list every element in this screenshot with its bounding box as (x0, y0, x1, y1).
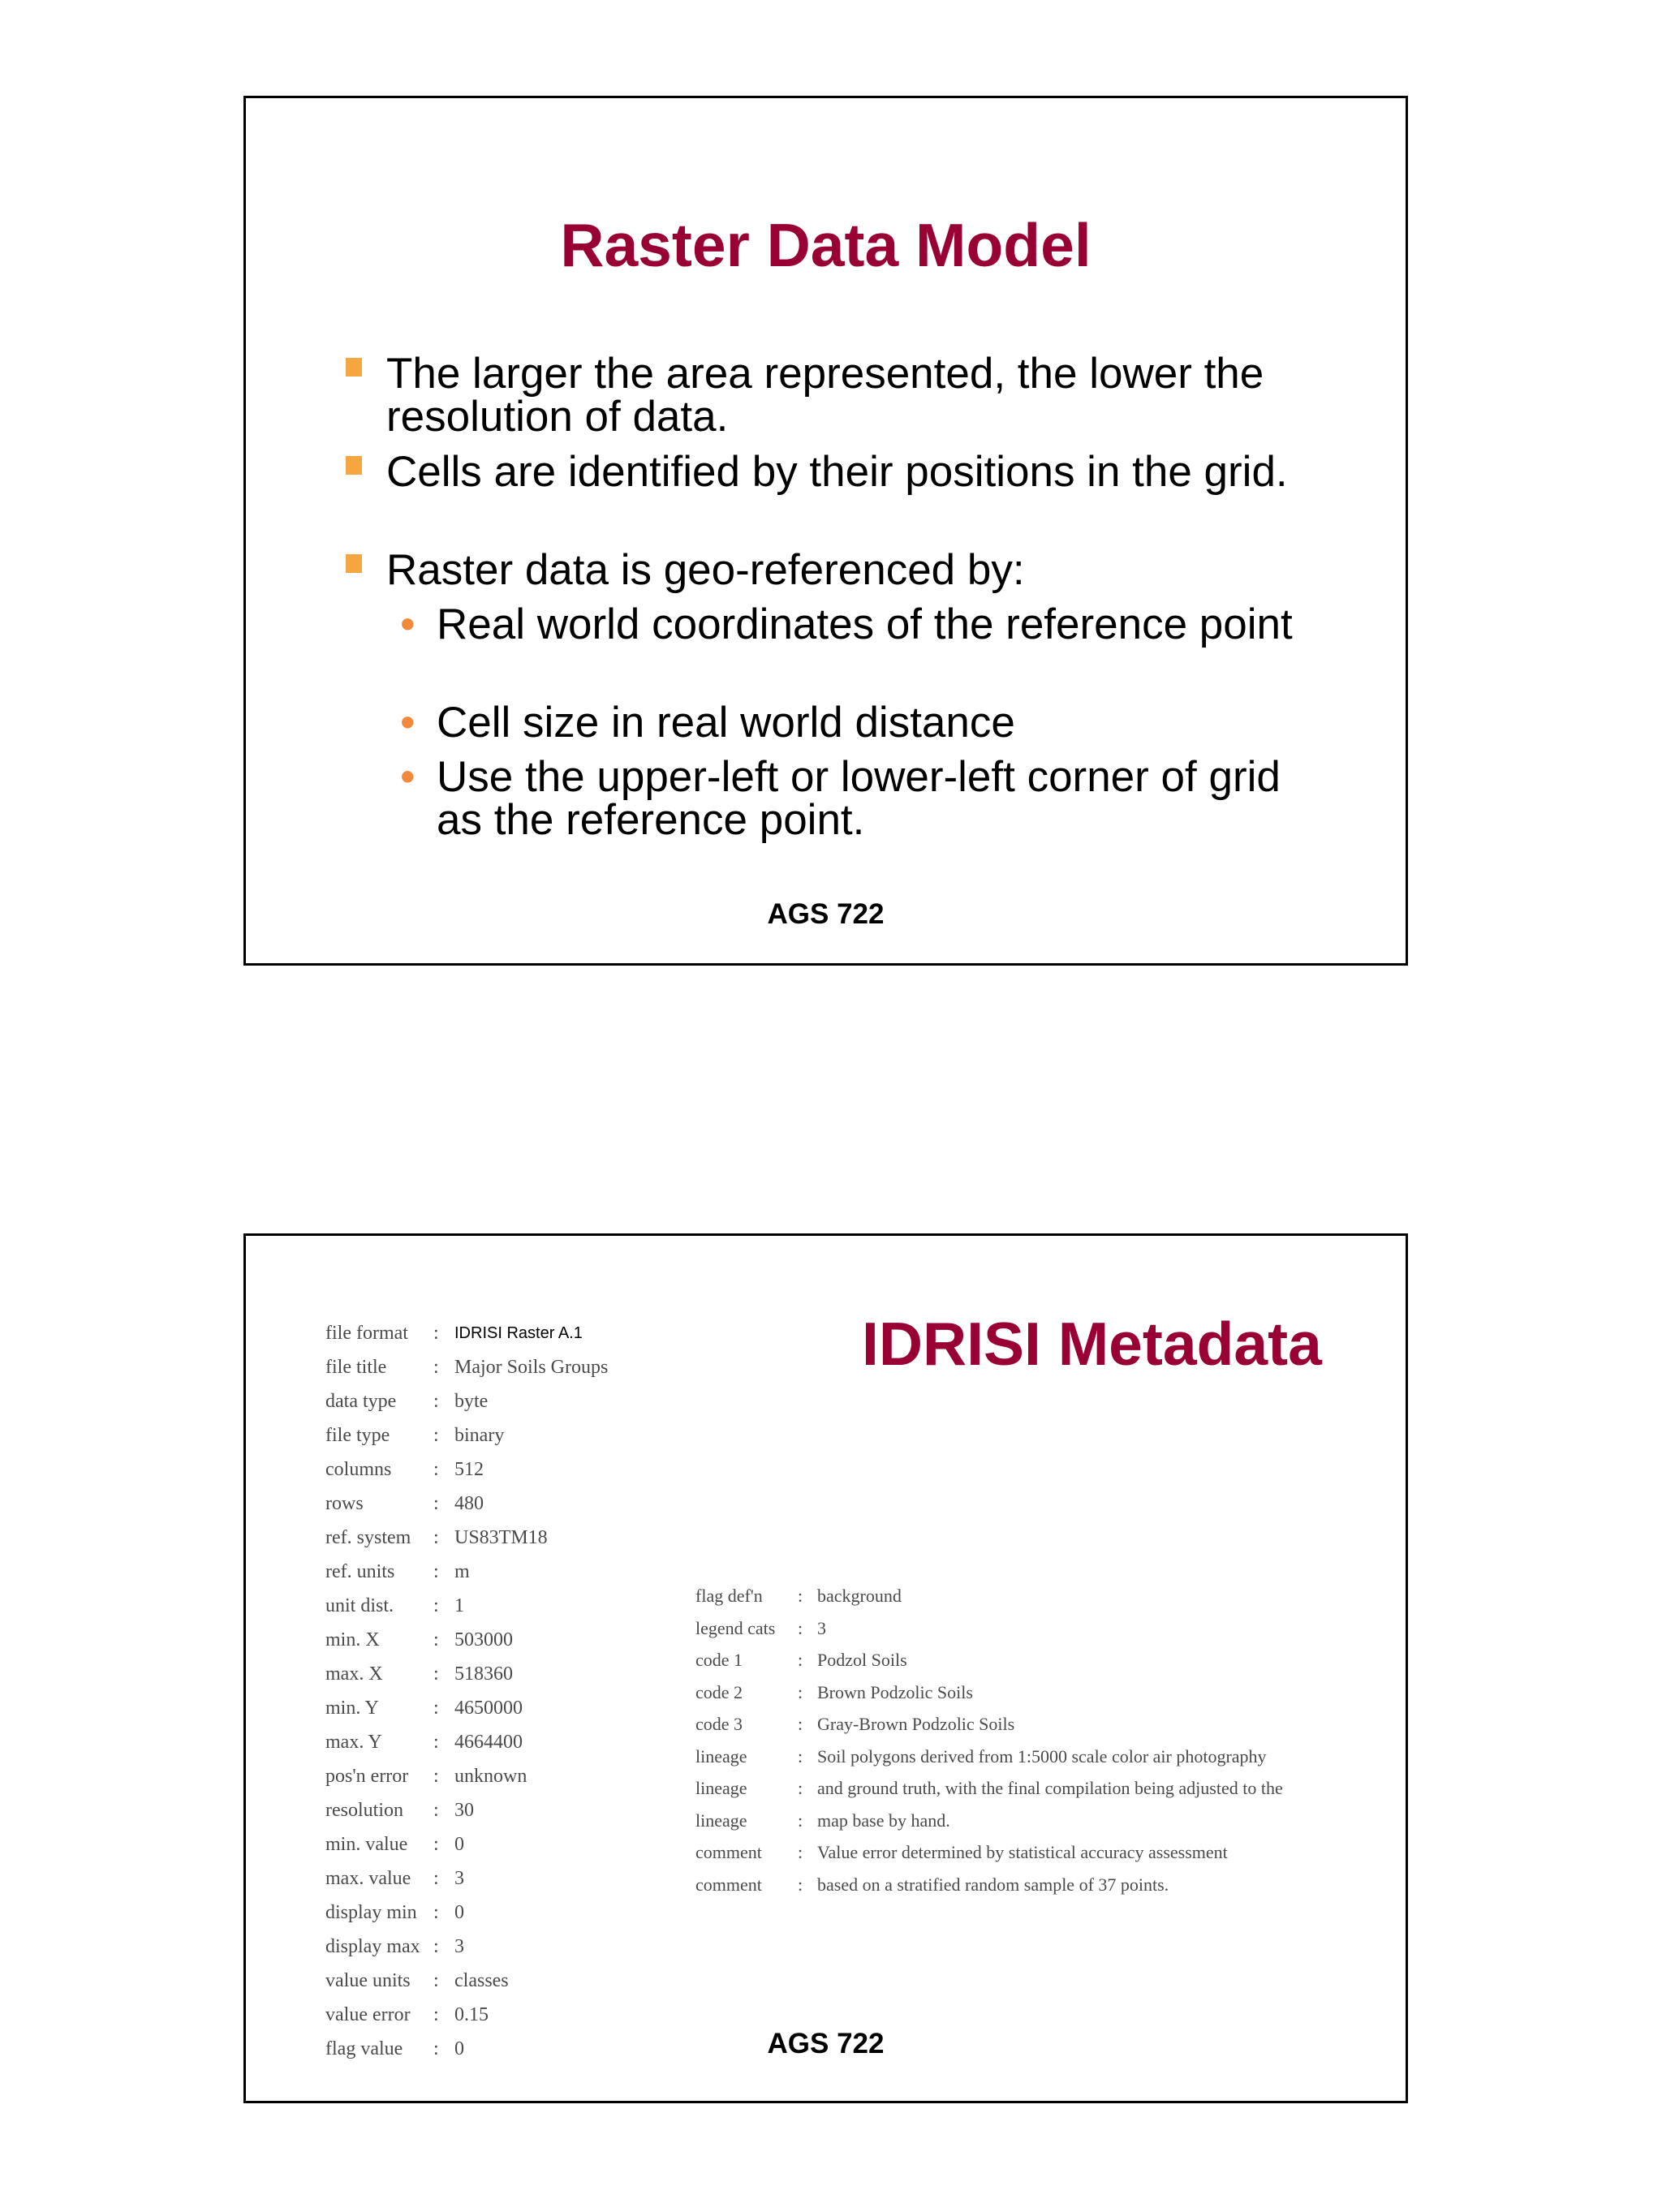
metadata-separator: : (798, 1745, 803, 1767)
slide-title: IDRISI Metadata (862, 1310, 1322, 1378)
metadata-key: ref. units (325, 1561, 395, 1582)
metadata-table-left (325, 1321, 650, 2076)
bullet-item (386, 448, 1311, 496)
metadata-value: Value error determined by statistical accuracy assessment (817, 1842, 1228, 1862)
metadata-value: and ground truth, with the final compilation being adjusted to the (817, 1778, 1283, 1798)
square-bullet-icon (346, 456, 362, 475)
metadata-key: lineage (695, 1810, 747, 1831)
bullet-text: Real world coordinates of the reference point (437, 600, 1293, 648)
metadata-key: data type (325, 1391, 397, 1412)
metadata-separator: : (433, 1425, 439, 1446)
metadata-value: Gray-Brown Podzolic Soils (817, 1714, 1015, 1734)
metadata-separator: : (433, 2004, 439, 2025)
metadata-value: Podzol Soils (817, 1650, 907, 1670)
metadata-key: code 2 (695, 1681, 743, 1702)
metadata-value: 30 (454, 1800, 474, 1821)
metadata-key: pos'n error (325, 1766, 409, 1787)
metadata-key: min. value (325, 1834, 408, 1855)
metadata-separator: : (433, 1868, 439, 1889)
sub-bullet-item (400, 600, 1313, 648)
metadata-key: value units (325, 1970, 411, 1991)
metadata-key: max. value (325, 1868, 411, 1889)
slide-footer: AGS 722 (767, 898, 885, 930)
metadata-key: comment (695, 1874, 762, 1895)
metadata-value: Major Soils Groups (454, 1357, 609, 1378)
bullet-text: Use the upper-left or lower-left corner of grid as the reference point. (437, 753, 1281, 844)
slide-raster-data-model (243, 96, 1408, 966)
metadata-table-right (695, 1585, 1393, 1909)
metadata-value: classes (454, 1970, 509, 1991)
metadata-separator: : (433, 1323, 439, 1344)
dot-bullet-icon: • (400, 699, 416, 747)
metadata-value: based on a stratified random sample of 37 points. (817, 1874, 1169, 1895)
square-bullet-icon (346, 358, 362, 377)
slide-title: Raster Data Model (560, 211, 1091, 279)
metadata-key: display min (325, 1902, 417, 1923)
metadata-key: lineage (695, 1745, 747, 1767)
metadata-separator: : (433, 1902, 439, 1923)
metadata-value: unknown (454, 1766, 527, 1787)
metadata-separator: : (433, 1391, 439, 1412)
metadata-value: m (454, 1561, 470, 1582)
metadata-key: comment (695, 1842, 762, 1862)
bullet-text: Cell size in real world distance (437, 699, 1015, 747)
dot-bullet-icon: • (400, 600, 416, 648)
metadata-key: min. Y (325, 1698, 379, 1719)
metadata-separator: : (433, 1732, 439, 1753)
metadata-separator: : (433, 1493, 439, 1514)
metadata-key: lineage (695, 1778, 747, 1798)
metadata-value: Brown Podzolic Soils (817, 1681, 973, 1702)
metadata-value: map base by hand. (817, 1810, 950, 1831)
metadata-key: ref. system (325, 1527, 411, 1548)
metadata-separator: : (433, 1561, 439, 1582)
bullet-list (246, 98, 1406, 963)
metadata-value: 518360 (454, 1663, 513, 1685)
metadata-separator: : (798, 1714, 803, 1734)
metadata-value: 0 (454, 1902, 464, 1923)
bullet-text: Raster data is geo-referenced by: (386, 546, 1025, 594)
metadata-key: value error (325, 2004, 411, 2025)
metadata-value: 480 (454, 1493, 484, 1514)
metadata-separator: : (433, 1527, 439, 1548)
metadata-value: IDRISI Raster A.1 (454, 1324, 583, 1342)
metadata-value: US83TM18 (454, 1527, 548, 1548)
metadata-value: 1 (454, 1595, 464, 1616)
metadata-value: 4664400 (454, 1732, 523, 1753)
bullet-item (386, 546, 1311, 594)
metadata-separator: : (433, 1698, 439, 1719)
sub-bullet-item (400, 699, 1313, 747)
metadata-value: 3 (454, 1868, 464, 1889)
metadata-separator: : (798, 1650, 803, 1670)
metadata-separator: : (798, 1810, 803, 1831)
metadata-value: 0 (454, 1834, 464, 1855)
metadata-value: Soil polygons derived from 1:5000 scale color air photography (817, 1745, 1267, 1767)
metadata-key: flag def'n (695, 1586, 763, 1606)
metadata-separator: : (798, 1874, 803, 1895)
metadata-separator: : (433, 1629, 439, 1650)
metadata-value: 512 (454, 1459, 484, 1480)
metadata-separator: : (433, 1970, 439, 1991)
metadata-key: flag value (325, 2038, 403, 2059)
metadata-separator: : (433, 1595, 439, 1616)
bullet-text: Cells are identified by their positions in the grid. (386, 448, 1288, 496)
slide-footer: AGS 722 (767, 2028, 885, 2059)
metadata-separator: : (798, 1842, 803, 1862)
metadata-value: 0 (454, 2038, 464, 2059)
metadata-separator: : (798, 1617, 803, 1638)
metadata-separator: : (433, 2038, 439, 2059)
metadata-separator: : (433, 1663, 439, 1685)
metadata-key: file title (325, 1357, 387, 1378)
metadata-value: 4650000 (454, 1698, 523, 1719)
metadata-key: code 3 (695, 1714, 743, 1734)
metadata-key: rows (325, 1493, 364, 1514)
metadata-key: display max (325, 1936, 420, 1957)
metadata-key: max. Y (325, 1732, 382, 1753)
slide-idrisi-metadata (243, 1233, 1408, 2103)
bullet-text: The larger the area represented, the lower the resolution of data. (386, 350, 1264, 441)
metadata-separator: : (433, 1357, 439, 1378)
metadata-value: 0.15 (454, 2004, 489, 2025)
metadata-key: resolution (325, 1800, 403, 1821)
metadata-key: file type (325, 1425, 390, 1446)
sub-bullet-item (400, 753, 1313, 844)
metadata-value: 3 (817, 1617, 826, 1638)
metadata-key: columns (325, 1459, 392, 1480)
metadata-key: max. X (325, 1663, 383, 1685)
metadata-separator: : (433, 1834, 439, 1855)
metadata-value: byte (454, 1391, 489, 1412)
bullet-item (386, 350, 1311, 441)
metadata-separator: : (433, 1459, 439, 1480)
square-bullet-icon (346, 554, 362, 573)
metadata-separator: : (798, 1681, 803, 1702)
metadata-key: legend cats (695, 1617, 776, 1638)
metadata-separator: : (798, 1778, 803, 1798)
metadata-value: 503000 (454, 1629, 513, 1650)
metadata-key: file format (325, 1323, 408, 1344)
metadata-separator: : (798, 1586, 803, 1606)
metadata-separator: : (433, 1766, 439, 1787)
metadata-separator: : (433, 1936, 439, 1957)
metadata-separator: : (433, 1800, 439, 1821)
metadata-value: background (817, 1586, 902, 1606)
metadata-key: code 1 (695, 1650, 743, 1670)
metadata-key: unit dist. (325, 1595, 394, 1616)
metadata-key: min. X (325, 1629, 380, 1650)
metadata-value: 3 (454, 1936, 464, 1957)
dot-bullet-icon: • (400, 753, 416, 801)
metadata-value: binary (454, 1425, 505, 1446)
